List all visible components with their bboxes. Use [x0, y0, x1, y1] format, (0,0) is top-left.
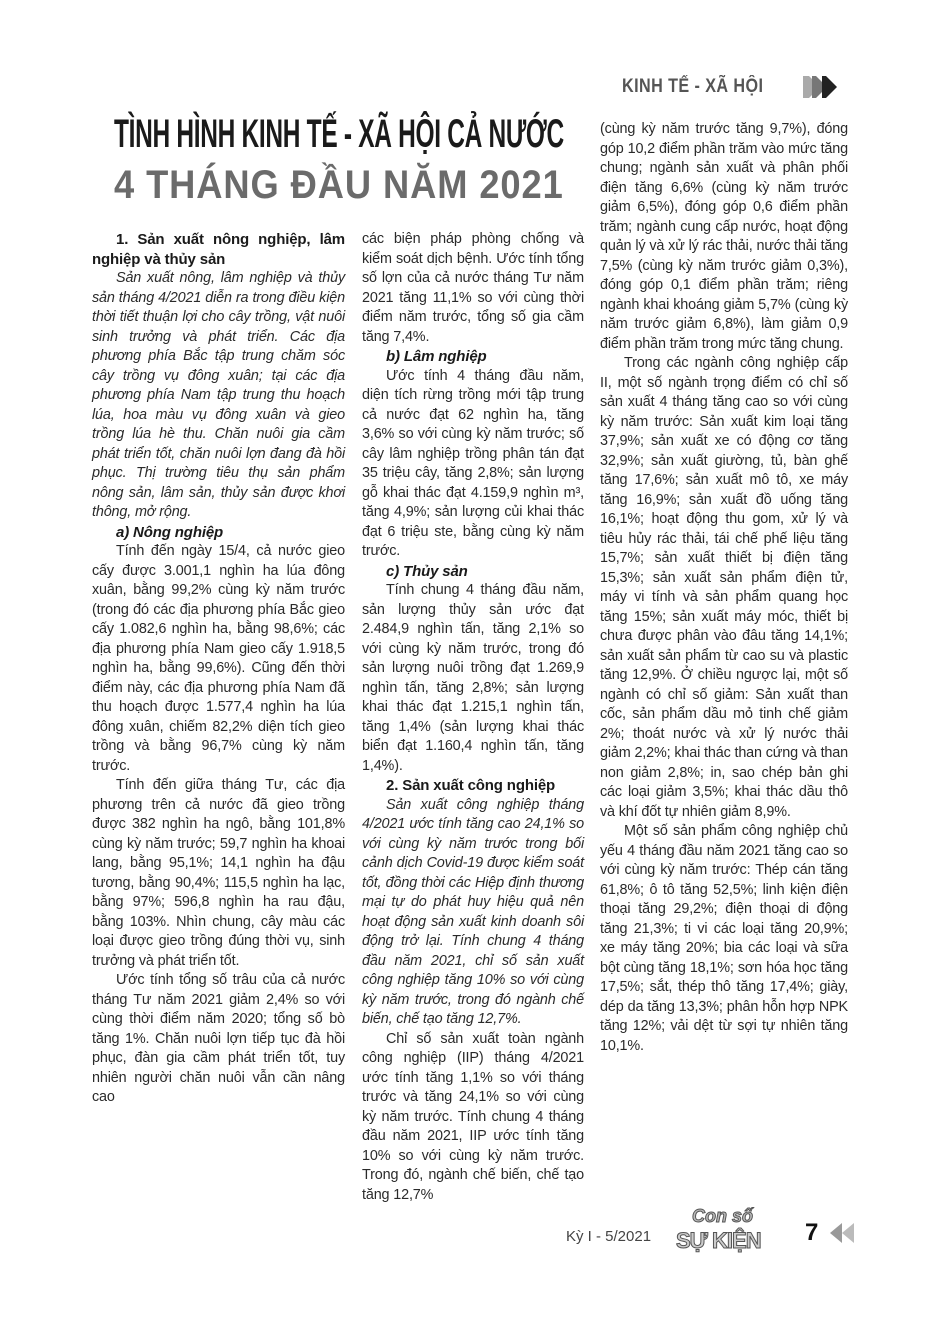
column-1: [92, 230, 345, 1108]
logo-line2: SỰ KIỆN: [676, 1228, 761, 1253]
paragraph: Tính chung 4 tháng đầu năm, sản lượng thủy sản ước đạt 2.484,9 nghìn tấn, tăng 2,1% so với cùng kỳ năm trước, trong đó sản lượng nuôi trồng đạt 1.269,9 nghìn tấn, tăng 2,8%; sản lượng khai thác đạt 1.215,1 nghìn tấn, tăng 1,4% (sản lượng khai thác biển đạt 1.160,4 nghìn tấn, tăng 1,4%).: [362, 582, 584, 774]
lead-paragraph: Sản xuất công nghiệp tháng 4/2021 ước tính tăng cao 24,1% so với cùng kỳ năm trước trong bối cảnh dịch Covid-19 được kiểm soát tốt, đồng thời các Hiệp định thương mại tự do phát huy hiệu quả nên hoạt động sản xuất kinh doanh sôi động trở lại. Tính chung 4 tháng đầu năm 2021, chỉ số sản xuất công nghiệp tăng 10% so với cùng kỳ năm trước, trong đó ngành chế biến, chế tạo tăng 12,7%.: [362, 796, 584, 1027]
paragraph: Tính đến giữa tháng Tư, các địa phương trên cả nước đã gieo trồng được 382 nghìn ha ngô, bằng 101,8% cùng kỳ năm trước; 59,7 nghìn ha khoai lang, bằng 95,1%; 14,1 nghìn ha đậu tương, bằng 90,4%; 115,5 nghìn ha lạc, bằng 97%; 596,8 nghìn ha rau đậu, bằng 103%. Nhìn chung, cây màu các loại được gieo trồng đúng thời vụ, sinh trưởng và phát triển tốt.: [92, 777, 345, 969]
article-title-line1: TÌNH HÌNH KINH TẾ - XÃ HỘI CẢ NƯỚC: [114, 112, 564, 156]
column-3: [600, 120, 848, 1056]
paragraph: Tính đến ngày 15/4, cả nước gieo cấy được 3.001,1 nghìn ha lúa đông xuân, bằng 99,2% cùng kỳ năm trước (trong đó các địa phương phía Bắc gieo cấy 1.082,6 nghìn ha, bằng 98,6%; các địa phương phía Nam gieo cấy 1.918,5 nghìn ha, bằng 99,6%). Cũng đến thời điểm này, các địa phương phía Nam đã thu hoạch được 1.577,4 nghìn ha lúa đông xuân, chiếm 82,2% diện tích gieo trồng và bằng 96,7% cùng kỳ năm trước.: [92, 543, 345, 774]
paragraph: các biện pháp phòng chống và kiểm soát dịch bệnh. Ước tính tổng số lợn của cả nước tháng Tư năm 2021 tăng 11,1% so với cùng thời điểm năm trước, tổng số gia cầm tăng 7,4%.: [362, 231, 584, 345]
paragraph: Chỉ số sản xuất toàn ngành công nghiệp (IIP) tháng 4/2021 ước tính tăng 1,1% so với tháng trước và tăng 24,1% so với cùng kỳ năm trước. Tính chung 4 tháng đầu năm 2021, IIP ước tính tăng 10% so với cùng kỳ năm trước. Trong đó, ngành chế biến, chế tạo tăng 12,7%: [362, 1030, 584, 1203]
paragraph: Trong các ngành công nghiệp cấp II, một số ngành trọng điểm có chỉ số sản xuất 4 tháng tăng cao so với cùng kỳ năm trước: Sản xuất kim loại tăng 37,9%; sản xuất xe có động cơ tăng 32,9%; sản xuất giường, tủ, bàn ghế tăng 17,6%; sản xuất mô tô, xe máy tăng 16,9%; sản xuất đồ uống tăng 16,1%; hoạt động thu gom, xử lý và tiêu hủy rác thải, tái chế phế liệu tăng 15,7%; sản xuất thiết bị điện tăng 15,3%; sản xuất sản phẩm điện tử, máy vi tính và sản phẩm quang học tăng 15%; sản xuất máy móc, thiết bị chưa được phân vào đâu tăng 14,1%; sản xuất sản phẩm từ cao su và plastic tăng 12,9%. Ở chiều ngược lại, một số ngành có chỉ số giảm: Sản xuất than cốc, sản phẩm dầu mỏ tinh chế giảm 2%; thoát nước và xử lý nước thải giảm 2,2%; khai thác than cứng và than non giảm 2,8%; in, sao chép bản ghi các loại giảm 3,5%; khai thác dầu thô và khí đốt tự nhiên giảm 8,9%.: [600, 355, 848, 820]
subheading: b) Lâm nghiệp: [386, 348, 487, 365]
logo-line1: Con số: [692, 1206, 753, 1226]
paragraph: Ước tính 4 tháng đầu năm, diện tích rừng trồng mới tập trung cả nước đạt 62 nghìn ha, tăng 3,6% so với cùng kỳ năm trước; số cây lâm nghiệp trồng phân tán đạt 35 triệu cây, tăng 2,8%; sản lượng gỗ khai thác đạt 4.159,9 nghìn m³, tăng 4,9%; sản lượng củi khai thác đạt 6 triệu ste, bằng cùng kỳ năm trước.: [362, 367, 584, 559]
subheading: a) Nông nghiệp: [116, 523, 224, 541]
paragraph: Một số sản phẩm công nghiệp chủ yếu 4 tháng đầu năm 2021 tăng cao so với cùng kỳ năm trước: Thép cán tăng 61,8%; ô tô tăng 52,5%; linh kiện điện thoại tăng 29,2%; điện thoại di động tăng 21,3%; ti vi các loại tăng 20,9%; xe máy tăng 20%; bia các loại và sữa bột cùng tăng 18,1%; sơn hóa học tăng 17,5%; sắt, thép thô tăng 17,4%; giày, dép da tăng 13,3%; phân hỗn hợp NPK tăng 12%; vải dệt từ sợi tự nhiên tăng 10,1%.: [600, 823, 848, 1054]
article-title-line2: 4 THÁNG ĐẦU NĂM 2021: [114, 163, 564, 207]
lead-paragraph: Sản xuất nông, lâm nghiệp và thủy sản tháng 4/2021 diễn ra trong điều kiện thời tiết thuận lợi cho cây trồng, vật nuôi sinh trưởng và phát triển. Các địa phương phía Bắc tập trung chăm sóc cây trồng vụ đông xuân; tại các địa phương phía Nam tập trung thu hoạch lúa, hoa màu vụ đông xuân và gieo trồng lúa hè thu. Chăn nuôi gia cầm phát triển tốt, chăn nuôi lợn đang đà hồi phục. Thị trường tiêu thụ sản phẩm nông sản, lâm sản, thủy sản được khơi thông, mở rộng.: [92, 270, 345, 520]
column-2: [362, 230, 584, 1205]
page-number: 7: [805, 1219, 819, 1246]
magazine-logo: [672, 1206, 792, 1254]
section-heading: 1. Sản xuất nông nghiệp, lâm nghiệp và thủy sản: [92, 231, 345, 268]
chevron-right-icon: [822, 76, 844, 98]
section-heading: 2. Sản xuất công nghiệp: [386, 777, 556, 794]
paragraph: Ước tính tổng số trâu của cả nước tháng Tư năm 2021 giảm 2,4% so với cùng thời điểm năm 2020; tổng số bò tăng 1%. Chăn nuôi lợn tiếp tục đà hồi phục, đàn gia cầm phát triển tốt, tuy nhiên người chăn nuôi vẫn cần nâng cao: [92, 972, 345, 1105]
section-label: KINH TẾ - XÃ HỘI: [622, 76, 764, 97]
issue-label: Kỳ I - 5/2021: [566, 1228, 652, 1245]
double-chevron-left-icon: [830, 1223, 854, 1243]
paragraph: (cùng kỳ năm trước tăng 9,7%), đóng góp 10,2 điểm phần trăm vào mức tăng chung; ngành sản xuất và phân phối điện tăng 6,6% (cùng kỳ năm trước giảm 6,5%), đóng góp 0,6 điểm phần trăm; ngành cung cấp nước, hoạt động quản lý và xử lý rác thải, nước thải tăng 7,5% (cùng kỳ năm trước giảm 0,3%), đóng góp 0,1 điểm phần trăm; riêng ngành khai khoáng giảm 5,7% (cùng kỳ năm trước giảm 6,8%), làm giảm 0,9 điểm phần trăm trong mức tăng chung.: [600, 121, 848, 352]
subheading: c) Thủy sản: [386, 562, 468, 580]
